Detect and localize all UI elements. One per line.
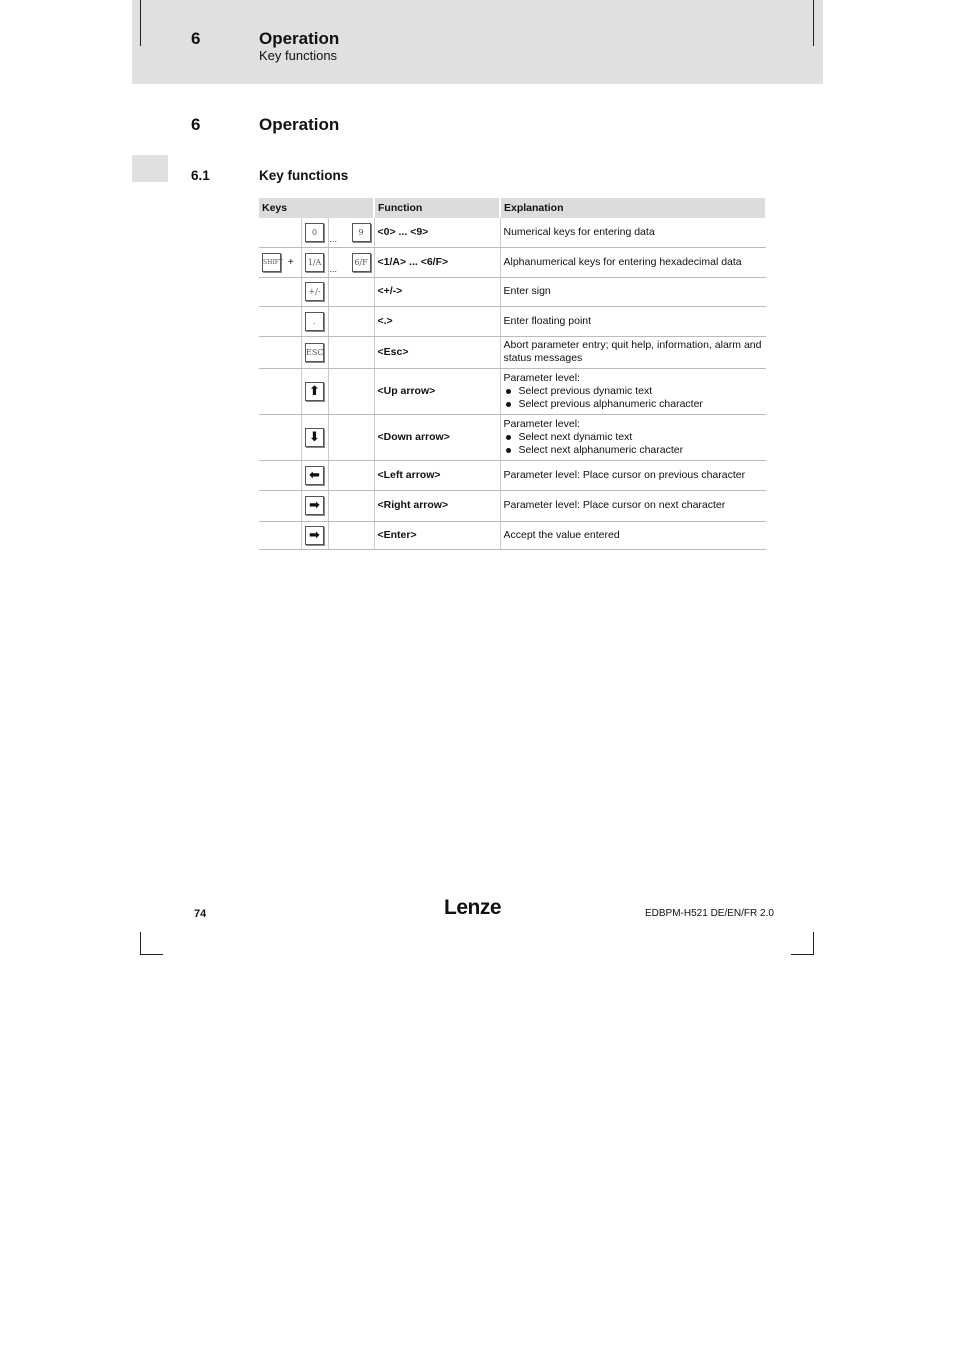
explanation-cell: Numerical keys for entering data xyxy=(500,218,766,247)
table-row xyxy=(259,247,766,277)
key-cell xyxy=(301,306,328,336)
function-cell: <0> ... <9> xyxy=(374,218,500,247)
key-cell-empty xyxy=(259,277,301,306)
header-keys: Keys xyxy=(259,198,374,218)
up-arrow-icon: ⬆ xyxy=(305,382,324,401)
crop-mark xyxy=(791,954,814,955)
key-0: 0 xyxy=(305,223,324,242)
key-point: . xyxy=(305,312,324,331)
side-tab-marker xyxy=(132,155,168,182)
key-esc: ESC xyxy=(305,343,324,362)
key-cell-empty xyxy=(328,277,374,306)
key-1a: 1/A xyxy=(305,253,324,272)
table-row xyxy=(259,414,766,460)
key-shift: SHIFT xyxy=(262,253,281,272)
table-row xyxy=(259,277,766,306)
key-cell-empty xyxy=(259,490,301,521)
key-plus-minus: +/- xyxy=(305,282,324,301)
header-band xyxy=(132,0,823,84)
key-cell xyxy=(301,521,328,549)
function-cell: <1/A> ... <6/F> xyxy=(374,247,500,277)
key-cell xyxy=(301,218,328,247)
enter-arrow-icon: ➡ xyxy=(305,526,324,545)
header-chapter-number: 6 xyxy=(191,29,201,48)
key-cell-empty xyxy=(259,521,301,549)
key-6f: 6/F xyxy=(352,253,371,272)
function-cell: <Right arrow> xyxy=(374,490,500,521)
explanation-cell xyxy=(500,414,766,460)
key-cell xyxy=(328,218,374,247)
table-row xyxy=(259,306,766,336)
bullet-item: Select previous dynamic text xyxy=(519,385,764,398)
explanation-cell: Accept the value entered xyxy=(500,521,766,549)
function-cell: <Left arrow> xyxy=(374,460,500,490)
key-cell-empty xyxy=(328,490,374,521)
function-cell: <Esc> xyxy=(374,336,500,368)
section-number: 6 xyxy=(191,115,201,134)
crop-mark xyxy=(813,932,814,954)
key-cell xyxy=(301,490,328,521)
plus-sign: + xyxy=(287,256,294,268)
header-subtitle: Key functions xyxy=(259,48,338,63)
right-arrow-icon: ➡ xyxy=(305,496,324,515)
key-9: 9 xyxy=(352,223,371,242)
document-code: EDBPM-H521 DE/EN/FR 2.0 xyxy=(645,908,774,919)
key-cell-empty xyxy=(259,306,301,336)
function-cell: <+/-> xyxy=(374,277,500,306)
bullet-item: Select next dynamic text xyxy=(519,431,764,444)
crop-mark xyxy=(140,0,141,46)
header-function: Function xyxy=(374,198,500,218)
key-cell-empty xyxy=(328,368,374,414)
left-arrow-icon: ⬅ xyxy=(305,466,324,485)
function-cell: <Up arrow> xyxy=(374,368,500,414)
section-title: Operation xyxy=(259,115,340,134)
lenze-logo: Lenze xyxy=(444,896,502,919)
key-cell-empty xyxy=(328,414,374,460)
header-explanation: Explanation xyxy=(500,198,766,218)
down-arrow-icon: ⬇ xyxy=(305,428,324,447)
key-cell xyxy=(301,336,328,368)
table-row xyxy=(259,336,766,368)
key-cell xyxy=(301,368,328,414)
key-cell-empty xyxy=(259,218,301,247)
function-cell: <.> xyxy=(374,306,500,336)
bullet-list xyxy=(504,431,764,457)
explanation-cell: Enter floating point xyxy=(500,306,766,336)
bullet-list xyxy=(504,385,764,411)
table-row xyxy=(259,368,766,414)
subsection-title: Key functions xyxy=(259,168,349,183)
key-cell xyxy=(259,247,301,277)
key-cell xyxy=(328,247,374,277)
ellipsis: ... xyxy=(329,233,338,244)
explanation-cell: Parameter level: Place cursor on previous character xyxy=(500,460,766,490)
ellipsis: ... xyxy=(329,263,338,274)
key-cell-empty xyxy=(259,368,301,414)
bullet-item: Select next alphanumeric character xyxy=(519,444,764,457)
key-cell-empty xyxy=(328,336,374,368)
function-cell: <Enter> xyxy=(374,521,500,549)
crop-mark xyxy=(140,932,141,954)
key-cell-empty xyxy=(259,460,301,490)
table-row xyxy=(259,218,766,247)
table-row xyxy=(259,460,766,490)
explanation-cell: Enter sign xyxy=(500,277,766,306)
table-header-row xyxy=(259,198,766,218)
explanation-text: Parameter level: xyxy=(503,417,580,430)
key-cell-empty xyxy=(259,414,301,460)
crop-mark xyxy=(813,0,814,46)
function-cell: <Down arrow> xyxy=(374,414,500,460)
bullet-item: Select previous alphanumeric character xyxy=(519,398,764,411)
explanation-cell xyxy=(500,368,766,414)
key-functions-table xyxy=(259,198,767,550)
key-cell xyxy=(301,247,328,277)
key-cell xyxy=(301,414,328,460)
explanation-text: Parameter level: xyxy=(503,371,580,384)
header-chapter-title: Operation xyxy=(259,29,340,48)
key-cell xyxy=(301,277,328,306)
table-row xyxy=(259,490,766,521)
explanation-cell: Alphanumerical keys for entering hexadecimal data xyxy=(500,247,766,277)
key-cell-empty xyxy=(328,306,374,336)
subsection-number: 6.1 xyxy=(191,168,210,183)
key-cell-empty xyxy=(328,521,374,549)
page-number: 74 xyxy=(194,908,207,920)
key-cell xyxy=(301,460,328,490)
crop-mark xyxy=(140,954,163,955)
key-cell-empty xyxy=(259,336,301,368)
explanation-cell: Parameter level: Place cursor on next character xyxy=(500,490,766,521)
explanation-cell: Abort parameter entry; quit help, information, alarm and status messages xyxy=(500,336,766,368)
table-row xyxy=(259,521,766,549)
key-cell-empty xyxy=(328,460,374,490)
